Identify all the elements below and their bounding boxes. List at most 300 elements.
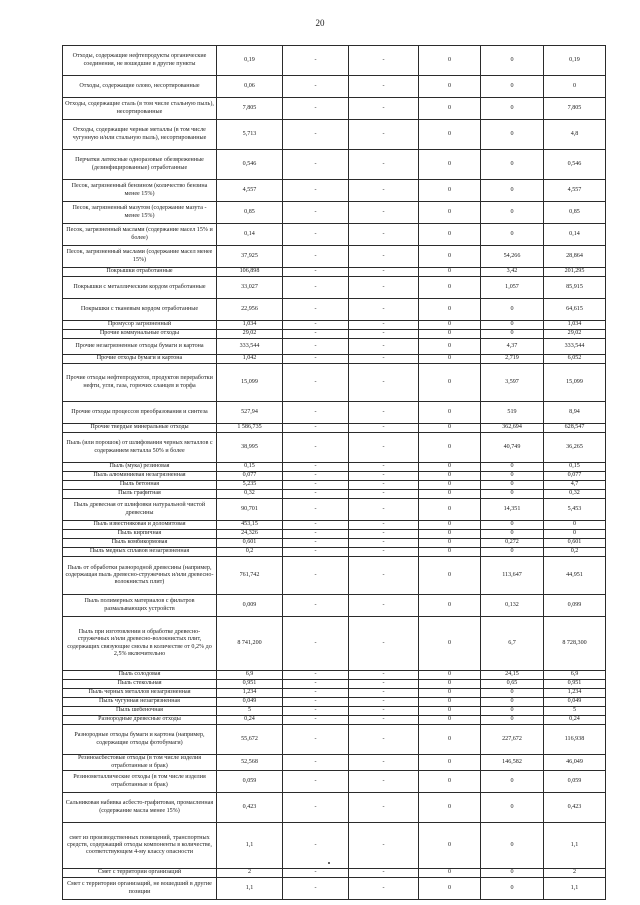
value-cell-4: 0 — [419, 617, 481, 671]
value-cell-3: - — [349, 224, 419, 246]
value-cell-3: - — [349, 433, 419, 463]
table-row — [63, 716, 606, 725]
value-cell-6: 36,265 — [544, 433, 606, 463]
table-row — [63, 120, 606, 150]
value-cell-5: 3,42 — [481, 268, 544, 277]
value-cell-2: - — [283, 150, 349, 180]
value-cell-5: 0 — [481, 299, 544, 321]
value-cell-5: 3,597 — [481, 364, 544, 402]
value-cell-2: - — [283, 46, 349, 76]
value-cell-2: - — [283, 202, 349, 224]
value-cell-1: 1,042 — [217, 355, 283, 364]
value-cell-6: 201,295 — [544, 268, 606, 277]
value-cell-3: - — [349, 364, 419, 402]
waste-name-cell: Пыль при изготовлении и обработке древесно-стружечных и/или древесно-волокнистых плит, содержащих связующие смолы в количестве от 0,2% до 2,5% включительно — [63, 617, 217, 671]
waste-table — [62, 45, 606, 900]
waste-name-cell: Пыль графитная — [63, 490, 217, 499]
table-row — [63, 355, 606, 364]
value-cell-3: - — [349, 472, 419, 481]
waste-name-cell: Пыль (мука) резиновая — [63, 463, 217, 472]
waste-name-cell: Пыль чугунная незагрязненная — [63, 698, 217, 707]
value-cell-4: 0 — [419, 321, 481, 330]
value-cell-2: - — [283, 299, 349, 321]
value-cell-6: 29,02 — [544, 330, 606, 339]
table-row — [63, 463, 606, 472]
table-row — [63, 539, 606, 548]
value-cell-1: 55,672 — [217, 725, 283, 755]
value-cell-5: 0 — [481, 521, 544, 530]
value-cell-1: 0,423 — [217, 793, 283, 823]
value-cell-5: 0 — [481, 330, 544, 339]
value-cell-4: 0 — [419, 595, 481, 617]
waste-name-cell: Резинометаллические отходы (в том числе изделия отработанные и брак) — [63, 771, 217, 793]
table-row — [63, 277, 606, 299]
value-cell-3: - — [349, 530, 419, 539]
value-cell-6: 0,099 — [544, 595, 606, 617]
value-cell-1: 0,951 — [217, 680, 283, 689]
value-cell-4: 0 — [419, 424, 481, 433]
value-cell-4: 0 — [419, 680, 481, 689]
value-cell-1: 106,898 — [217, 268, 283, 277]
table-row — [63, 793, 606, 823]
value-cell-4: 0 — [419, 755, 481, 771]
table-row — [63, 869, 606, 878]
value-cell-5: 2,719 — [481, 355, 544, 364]
value-cell-5: 0 — [481, 120, 544, 150]
value-cell-2: - — [283, 716, 349, 725]
value-cell-4: 0 — [419, 671, 481, 680]
table-row — [63, 823, 606, 869]
value-cell-3: - — [349, 268, 419, 277]
waste-name-cell: смет из производственных помещений, транспортных средств, содержащий отходы компоненты в количестве, соответствующем 4-му классу опасности — [63, 823, 217, 869]
value-cell-6: 0,601 — [544, 539, 606, 548]
value-cell-2: - — [283, 680, 349, 689]
value-cell-3: - — [349, 823, 419, 869]
value-cell-5: 0 — [481, 548, 544, 557]
value-cell-1: 5,713 — [217, 120, 283, 150]
waste-name-cell: Пыль древесная от шлифовки натуральной чистой древесины — [63, 499, 217, 521]
value-cell-1: 37,925 — [217, 246, 283, 268]
value-cell-1: 24,326 — [217, 530, 283, 539]
value-cell-5: 0 — [481, 46, 544, 76]
value-cell-3: - — [349, 869, 419, 878]
table-row — [63, 433, 606, 463]
value-cell-3: - — [349, 595, 419, 617]
value-cell-5: 0 — [481, 224, 544, 246]
waste-name-cell: Прочие отходы нефтепродуктов, продуктов переработки нефти, угля, газа, горючих сланцев и торфа — [63, 364, 217, 402]
table-row — [63, 771, 606, 793]
waste-name-cell: Пыль алюминиевая незагрязненная — [63, 472, 217, 481]
value-cell-5: 54,266 — [481, 246, 544, 268]
value-cell-4: 0 — [419, 46, 481, 76]
value-cell-2: - — [283, 339, 349, 355]
value-cell-4: 0 — [419, 689, 481, 698]
value-cell-6: 7,805 — [544, 98, 606, 120]
value-cell-4: 0 — [419, 299, 481, 321]
value-cell-2: - — [283, 472, 349, 481]
value-cell-5: 1,057 — [481, 277, 544, 299]
table-row — [63, 725, 606, 755]
value-cell-4: 0 — [419, 716, 481, 725]
value-cell-6: 1,1 — [544, 878, 606, 900]
value-cell-3: - — [349, 150, 419, 180]
value-cell-6: 0 — [544, 530, 606, 539]
value-cell-3: - — [349, 424, 419, 433]
value-cell-1: 6,9 — [217, 671, 283, 680]
value-cell-4: 0 — [419, 268, 481, 277]
value-cell-5: 0 — [481, 698, 544, 707]
value-cell-6: 0,423 — [544, 793, 606, 823]
value-cell-6: 1,034 — [544, 321, 606, 330]
value-cell-3: - — [349, 355, 419, 364]
value-cell-5: 0 — [481, 771, 544, 793]
value-cell-2: - — [283, 869, 349, 878]
value-cell-1: 38,995 — [217, 433, 283, 463]
value-cell-2: - — [283, 755, 349, 771]
value-cell-5: 227,672 — [481, 725, 544, 755]
value-cell-2: - — [283, 268, 349, 277]
value-cell-2: - — [283, 490, 349, 499]
value-cell-5: 0 — [481, 869, 544, 878]
value-cell-6: 0,19 — [544, 46, 606, 76]
table-row — [63, 689, 606, 698]
table-row — [63, 424, 606, 433]
value-cell-1: 1,1 — [217, 823, 283, 869]
value-cell-2: - — [283, 224, 349, 246]
value-cell-3: - — [349, 671, 419, 680]
waste-name-cell: Прочие незагрязненные отходы бумаги и картона — [63, 339, 217, 355]
value-cell-6: 628,547 — [544, 424, 606, 433]
table-row — [63, 595, 606, 617]
value-cell-5: 0 — [481, 689, 544, 698]
value-cell-5: 0,65 — [481, 680, 544, 689]
waste-name-cell: Пыль (или порошок) от шлифования черных металлов с содержанием металла 50% и более — [63, 433, 217, 463]
value-cell-6: 116,938 — [544, 725, 606, 755]
value-cell-2: - — [283, 521, 349, 530]
value-cell-5: 24,15 — [481, 671, 544, 680]
value-cell-3: - — [349, 499, 419, 521]
value-cell-3: - — [349, 617, 419, 671]
value-cell-1: 0,049 — [217, 698, 283, 707]
value-cell-1: 0,06 — [217, 76, 283, 98]
value-cell-4: 0 — [419, 793, 481, 823]
value-cell-2: - — [283, 463, 349, 472]
value-cell-1: 0,85 — [217, 202, 283, 224]
value-cell-4: 0 — [419, 98, 481, 120]
table-row — [63, 707, 606, 716]
value-cell-1: 0,059 — [217, 771, 283, 793]
value-cell-4: 0 — [419, 180, 481, 202]
value-cell-1: 22,956 — [217, 299, 283, 321]
scan-speck — [328, 862, 330, 864]
waste-name-cell: Пыль известняковая и доломитовая — [63, 521, 217, 530]
table-row — [63, 698, 606, 707]
waste-name-cell: Сальниковая набивка асбесто-графитовая, промасленная (содержание масла менее 15%) — [63, 793, 217, 823]
value-cell-6: 0,85 — [544, 202, 606, 224]
value-cell-2: - — [283, 539, 349, 548]
value-cell-6: 28,864 — [544, 246, 606, 268]
waste-name-cell: Прочие отходы бумаги и картона — [63, 355, 217, 364]
value-cell-2: - — [283, 120, 349, 150]
value-cell-3: - — [349, 490, 419, 499]
table-row — [63, 76, 606, 98]
waste-name-cell: Смет с территории организаций — [63, 869, 217, 878]
value-cell-4: 0 — [419, 823, 481, 869]
value-cell-3: - — [349, 548, 419, 557]
table-row — [63, 481, 606, 490]
table-row — [63, 490, 606, 499]
value-cell-4: 0 — [419, 698, 481, 707]
value-cell-1: 1,1 — [217, 878, 283, 900]
value-cell-1: 90,701 — [217, 499, 283, 521]
waste-name-cell: Отходы, содержащие черные металлы (в том числе чугунную и/или стальную пыль), несортированные — [63, 120, 217, 150]
value-cell-3: - — [349, 330, 419, 339]
value-cell-2: - — [283, 433, 349, 463]
value-cell-3: - — [349, 120, 419, 150]
value-cell-4: 0 — [419, 355, 481, 364]
waste-name-cell: Отходы, содержащие нефтепродукты органические соединения, не вошедшие в другие пункты — [63, 46, 217, 76]
value-cell-4: 0 — [419, 725, 481, 755]
value-cell-5: 146,582 — [481, 755, 544, 771]
value-cell-2: - — [283, 557, 349, 595]
waste-name-cell: Прочие отходы процессов преобразования и синтеза — [63, 402, 217, 424]
value-cell-4: 0 — [419, 869, 481, 878]
value-cell-4: 0 — [419, 548, 481, 557]
value-cell-6: 4,557 — [544, 180, 606, 202]
value-cell-6: 0 — [544, 76, 606, 98]
value-cell-6: 85,915 — [544, 277, 606, 299]
table-row — [63, 472, 606, 481]
value-cell-1: 52,568 — [217, 755, 283, 771]
value-cell-1: 33,027 — [217, 277, 283, 299]
value-cell-6: 6,9 — [544, 671, 606, 680]
waste-name-cell: Перчатки латексные одноразовые обезвреженные (дезинфицированные) отработанные — [63, 150, 217, 180]
value-cell-2: - — [283, 595, 349, 617]
value-cell-4: 0 — [419, 481, 481, 490]
value-cell-4: 0 — [419, 364, 481, 402]
value-cell-4: 0 — [419, 402, 481, 424]
waste-name-cell: Песок, загрязненный маслами (содержание масел менее 15%) — [63, 246, 217, 268]
waste-name-cell: Песок, загрязненный бензином (количество бензина менее 15%) — [63, 180, 217, 202]
value-cell-4: 0 — [419, 339, 481, 355]
waste-name-cell: Покрышки отработанные — [63, 268, 217, 277]
value-cell-6: 4,8 — [544, 120, 606, 150]
value-cell-5: 40,749 — [481, 433, 544, 463]
value-cell-3: - — [349, 76, 419, 98]
table-row — [63, 548, 606, 557]
page-number: 20 — [315, 18, 325, 28]
value-cell-3: - — [349, 463, 419, 472]
value-cell-2: - — [283, 530, 349, 539]
value-cell-2: - — [283, 548, 349, 557]
waste-name-cell: Пыль комбикормовая — [63, 539, 217, 548]
value-cell-1: 453,15 — [217, 521, 283, 530]
value-cell-5: 0,132 — [481, 595, 544, 617]
value-cell-4: 0 — [419, 224, 481, 246]
value-cell-4: 0 — [419, 76, 481, 98]
table-row — [63, 268, 606, 277]
value-cell-5: 4,37 — [481, 339, 544, 355]
value-cell-6: 0,059 — [544, 771, 606, 793]
value-cell-3: - — [349, 539, 419, 548]
value-cell-1: 333,544 — [217, 339, 283, 355]
value-cell-2: - — [283, 823, 349, 869]
value-cell-1: 0,077 — [217, 472, 283, 481]
value-cell-3: - — [349, 707, 419, 716]
value-cell-3: - — [349, 46, 419, 76]
value-cell-4: 0 — [419, 472, 481, 481]
value-cell-6: 0,077 — [544, 472, 606, 481]
waste-name-cell: Пыль от обработки разнородной древесины (например, содержащая пыль древесно-стружечных и/или древесно-волокнистых плит) — [63, 557, 217, 595]
value-cell-1: 15,099 — [217, 364, 283, 402]
value-cell-1: 0,601 — [217, 539, 283, 548]
value-cell-2: - — [283, 402, 349, 424]
table-row — [63, 330, 606, 339]
value-cell-2: - — [283, 277, 349, 299]
value-cell-4: 0 — [419, 557, 481, 595]
value-cell-6: 333,544 — [544, 339, 606, 355]
value-cell-5: 0 — [481, 98, 544, 120]
value-cell-5: 0 — [481, 490, 544, 499]
value-cell-5: 0,272 — [481, 539, 544, 548]
value-cell-1: 1,234 — [217, 689, 283, 698]
value-cell-6: 44,951 — [544, 557, 606, 595]
waste-name-cell: Пыль стекольная — [63, 680, 217, 689]
table-row — [63, 402, 606, 424]
waste-name-cell: Пыль шебеночная — [63, 707, 217, 716]
table-row — [63, 321, 606, 330]
value-cell-6: 2 — [544, 869, 606, 878]
value-cell-2: - — [283, 246, 349, 268]
value-cell-5: 0 — [481, 202, 544, 224]
waste-name-cell: Отходы, содержащие олово, несортированные — [63, 76, 217, 98]
value-cell-3: - — [349, 755, 419, 771]
waste-name-cell: Разнородные отходы бумаги и картона (например, содержащие отходы фотобумаги) — [63, 725, 217, 755]
value-cell-3: - — [349, 321, 419, 330]
value-cell-3: - — [349, 698, 419, 707]
value-cell-5: 6,7 — [481, 617, 544, 671]
value-cell-1: 8 741,200 — [217, 617, 283, 671]
value-cell-3: - — [349, 98, 419, 120]
value-cell-4: 0 — [419, 433, 481, 463]
table-row — [63, 364, 606, 402]
value-cell-5: 0 — [481, 150, 544, 180]
value-cell-3: - — [349, 481, 419, 490]
value-cell-5: 0 — [481, 823, 544, 869]
value-cell-6: 4,7 — [544, 481, 606, 490]
value-cell-4: 0 — [419, 120, 481, 150]
table-row — [63, 150, 606, 180]
value-cell-2: - — [283, 617, 349, 671]
value-cell-5: 0 — [481, 878, 544, 900]
value-cell-2: - — [283, 698, 349, 707]
value-cell-3: - — [349, 277, 419, 299]
waste-name-cell: Пыль полимерных материалов с фильтров размалывающих устройств — [63, 595, 217, 617]
value-cell-5: 0 — [481, 180, 544, 202]
value-cell-3: - — [349, 771, 419, 793]
value-cell-6: 8,94 — [544, 402, 606, 424]
value-cell-6: 0,2 — [544, 548, 606, 557]
value-cell-4: 0 — [419, 707, 481, 716]
table-row — [63, 617, 606, 671]
value-cell-1: 0,2 — [217, 548, 283, 557]
value-cell-1: 0,32 — [217, 490, 283, 499]
waste-name-cell: Смет с территории организаций, не вошедший в другие позиции — [63, 878, 217, 900]
value-cell-1: 0,546 — [217, 150, 283, 180]
table-row — [63, 878, 606, 900]
value-cell-6: 0,32 — [544, 490, 606, 499]
table-row — [63, 499, 606, 521]
value-cell-1: 2 — [217, 869, 283, 878]
value-cell-1: 0,19 — [217, 46, 283, 76]
value-cell-1: 5 — [217, 707, 283, 716]
value-cell-5: 0 — [481, 321, 544, 330]
value-cell-5: 0 — [481, 76, 544, 98]
table-row — [63, 180, 606, 202]
value-cell-6: 5,453 — [544, 499, 606, 521]
waste-table-body — [63, 46, 606, 900]
value-cell-1: 0,24 — [217, 716, 283, 725]
waste-name-cell: Прочие твердые минеральные отходы — [63, 424, 217, 433]
value-cell-4: 0 — [419, 521, 481, 530]
value-cell-5: 113,647 — [481, 557, 544, 595]
value-cell-3: - — [349, 402, 419, 424]
waste-name-cell: Резинoасбестовые отходы (в том числе изделия отработанные и брак) — [63, 755, 217, 771]
value-cell-1: 4,557 — [217, 180, 283, 202]
value-cell-2: - — [283, 330, 349, 339]
value-cell-3: - — [349, 680, 419, 689]
value-cell-3: - — [349, 878, 419, 900]
value-cell-2: - — [283, 180, 349, 202]
value-cell-2: - — [283, 481, 349, 490]
value-cell-4: 0 — [419, 490, 481, 499]
value-cell-3: - — [349, 246, 419, 268]
table-row — [63, 680, 606, 689]
value-cell-1: 1 586,735 — [217, 424, 283, 433]
value-cell-4: 0 — [419, 277, 481, 299]
table-row — [63, 224, 606, 246]
value-cell-4: 0 — [419, 246, 481, 268]
value-cell-5: 0 — [481, 707, 544, 716]
value-cell-6: 0,14 — [544, 224, 606, 246]
table-row — [63, 755, 606, 771]
table-row — [63, 557, 606, 595]
value-cell-1: 0,14 — [217, 224, 283, 246]
table-row — [63, 521, 606, 530]
waste-name-cell: Пыль солодовая — [63, 671, 217, 680]
value-cell-6: 0,24 — [544, 716, 606, 725]
value-cell-3: - — [349, 202, 419, 224]
value-cell-4: 0 — [419, 150, 481, 180]
waste-name-cell: Пыль бетонная — [63, 481, 217, 490]
value-cell-5: 0 — [481, 463, 544, 472]
value-cell-6: 1,234 — [544, 689, 606, 698]
waste-name-cell: Разнородные древесные отходы — [63, 716, 217, 725]
value-cell-1: 527,94 — [217, 402, 283, 424]
table-row — [63, 246, 606, 268]
value-cell-1: 0,15 — [217, 463, 283, 472]
value-cell-1: 1,034 — [217, 321, 283, 330]
value-cell-3: - — [349, 339, 419, 355]
value-cell-3: - — [349, 716, 419, 725]
value-cell-6: 1,1 — [544, 823, 606, 869]
value-cell-6: 0 — [544, 521, 606, 530]
waste-name-cell: Песок, загрязненный мазутом (содержание мазута - менее 15%) — [63, 202, 217, 224]
value-cell-2: - — [283, 98, 349, 120]
value-cell-6: 64,615 — [544, 299, 606, 321]
waste-name-cell: Пыль кирпичная — [63, 530, 217, 539]
table-row — [63, 530, 606, 539]
